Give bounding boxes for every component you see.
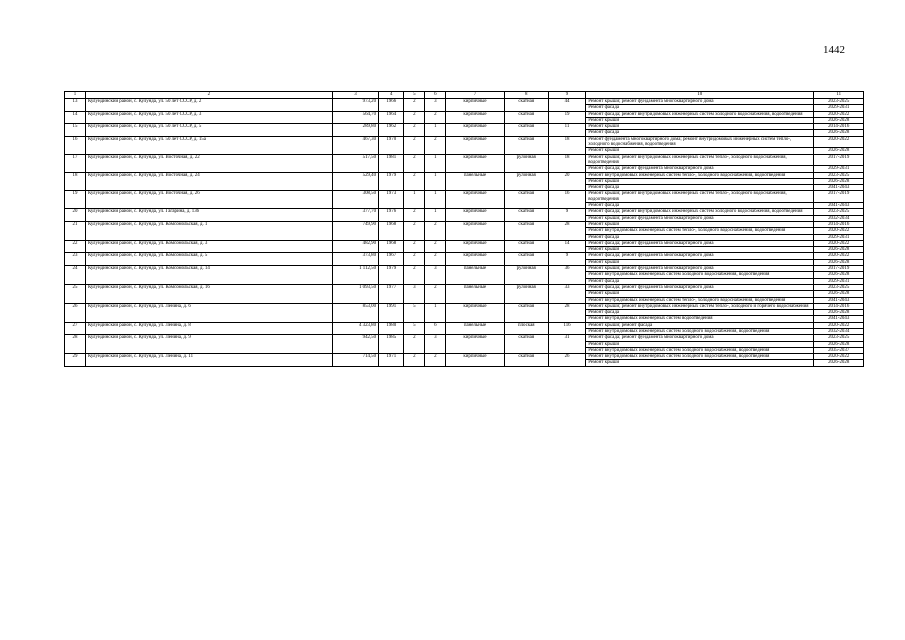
total-area: 377,70 xyxy=(332,209,378,222)
row-number: 29 xyxy=(65,354,86,367)
apartment-count: 20 xyxy=(548,172,585,191)
row-number: 25 xyxy=(65,284,86,303)
table-body xyxy=(65,99,864,367)
repair-work: Ремонт внутридомовых инженерных систем тепло-, холодного водоснабжения, водоотведения xyxy=(586,172,814,178)
repair-work: Ремонт внутридомовых инженерных систем холодного водоснабжения, водоотведения xyxy=(586,272,814,278)
page-number: 1442 xyxy=(823,44,845,56)
floor-count: 2 xyxy=(404,124,425,137)
wall-material: кирпичные xyxy=(446,191,504,209)
build-year: 1979 xyxy=(379,172,404,191)
repair-work: Ремонт внутридомовых инженерных систем тепло-, холодного водоснабжения, водоотведения xyxy=(586,297,814,303)
wall-material: кирпичные xyxy=(446,303,504,322)
roof-type: скатная xyxy=(504,111,548,124)
repair-work: Ремонт фасада; ремонт фундамента многоквартирного дома xyxy=(586,284,814,290)
floor-count: 2 xyxy=(404,136,425,154)
row-number: 13 xyxy=(65,99,86,112)
build-year: 1980 xyxy=(379,322,404,335)
row-number: 21 xyxy=(65,221,86,240)
build-year: 1991 xyxy=(379,303,404,322)
column-number-2: 2 xyxy=(85,92,332,99)
floor-count: 2 xyxy=(404,172,425,191)
total-area: 714,50 xyxy=(332,354,378,367)
total-area: 517,50 xyxy=(332,154,378,172)
wall-material: кирпичные xyxy=(446,240,504,253)
address: Кулундинский район, с. Кулунда, ул. Комсомольская, д. 3 xyxy=(85,240,332,253)
total-area: 564,70 xyxy=(332,111,378,124)
repair-work: Ремонт крыши xyxy=(586,291,814,297)
total-area: 289,80 xyxy=(332,124,378,137)
repair-work: Ремонт крыши; ремонт внутридомовых инженерных систем тепло-, холодного водоснабжения, водоотведения xyxy=(586,154,814,166)
repair-work: Ремонт крыши; ремонт фасада xyxy=(586,322,814,328)
repair-period: 2020-2022 xyxy=(814,228,864,234)
roof-type: скатная xyxy=(504,99,548,112)
row-number: 23 xyxy=(65,253,86,266)
floor-count: 2 xyxy=(404,240,425,253)
repair-work: Ремонт фасада xyxy=(586,234,814,240)
repair-period: 2026-2028 xyxy=(814,272,864,278)
address: Кулундинский район, с. Кулунда, ул. Ленина, д. 8 xyxy=(85,322,332,335)
entrance-count: 2 xyxy=(425,284,446,303)
build-year: 1981 xyxy=(379,154,404,172)
total-area: 749,90 xyxy=(332,221,378,240)
address: Кулундинский район, с. Кулунда, ул. Восточная, д. 24 xyxy=(85,172,332,191)
repair-period: 2023-2025 xyxy=(814,99,864,105)
repair-period: 2017-2019 xyxy=(814,154,864,166)
repair-work: Ремонт фасада xyxy=(586,105,814,111)
wall-material: кирпичные xyxy=(446,99,504,112)
apartment-count: 116 xyxy=(548,322,585,335)
entrance-count: 2 xyxy=(425,221,446,240)
entrance-count: 1 xyxy=(425,303,446,322)
repair-work: Ремонт фасада xyxy=(586,278,814,284)
total-area: 373,80 xyxy=(332,253,378,266)
apartment-count: 19 xyxy=(548,111,585,124)
repair-work: Ремонт фасада; ремонт фундамента многоквартирного дома xyxy=(586,166,814,172)
repair-period: 2023-2025 xyxy=(814,335,864,341)
entrance-count: 3 xyxy=(425,266,446,285)
column-number-5: 5 xyxy=(404,92,425,99)
repair-work: Ремонт внутридомовых инженерных систем холодного водоснабжения, водоотведения xyxy=(586,347,814,353)
build-year: 1964 xyxy=(379,111,404,124)
repair-period: 2023-2025 xyxy=(814,209,864,215)
row-number: 28 xyxy=(65,335,86,354)
entrance-count: 2 xyxy=(425,136,446,154)
floor-count: 2 xyxy=(404,209,425,222)
roof-type: скатная xyxy=(504,191,548,209)
address: Кулундинский район, с. Кулунда, ул. Комсомольская, д. 1 xyxy=(85,221,332,240)
apartment-count: 28 xyxy=(548,303,585,322)
repair-work: Ремонт фасада xyxy=(586,310,814,316)
repair-work: Ремонт фасада; ремонт фундамента многоквартирного дома xyxy=(586,335,814,341)
apartment-count: 18 xyxy=(548,154,585,172)
entrance-count: 1 xyxy=(425,154,446,172)
repair-work: Ремонт крыши; ремонт внутридомовых инженерных систем тепло-, холодного водоснабжения, водоотведения xyxy=(586,191,814,203)
roof-type: рулонная xyxy=(504,154,548,172)
row-number: 14 xyxy=(65,111,86,124)
address: Кулундинский район, с. Кулунда, ул. Гагарина, д. 136 xyxy=(85,209,332,222)
entrance-count: 1 xyxy=(425,209,446,222)
entrance-count: 2 xyxy=(425,253,446,266)
total-area: 1 093,50 xyxy=(332,284,378,303)
build-year: 1976 xyxy=(379,209,404,222)
repair-period: 2020-2022 xyxy=(814,322,864,328)
address: Кулундинский район, с. Кулунда, ул. 50 лет СССР, д. 3 xyxy=(85,111,332,124)
repair-work: Ремонт крыши; ремонт фундамента многоквартирного дома xyxy=(586,215,814,221)
repair-period: 2020-2022 xyxy=(814,253,864,259)
total-area: 853,00 xyxy=(332,303,378,322)
repair-period: 2020-2022 xyxy=(814,240,864,246)
repair-period: 2020-2022 xyxy=(814,111,864,117)
repair-work: Ремонт крыши xyxy=(586,221,814,227)
repair-work: Ремонт фундамента многоквартирного дома; ремонт внутридомовых инженерных систем тепло-, холодного водоснабжения, водоотведения xyxy=(586,136,814,148)
build-year: 1968 xyxy=(379,221,404,240)
repair-period: 2041-2043 xyxy=(814,185,864,191)
repair-work: Ремонт внутридомовых инженерных систем тепло-, холодного водоснабжения, водоотведения xyxy=(586,228,814,234)
repair-work: Ремонт крыши xyxy=(586,247,814,253)
total-area: 973,20 xyxy=(332,99,378,112)
roof-type: скатная xyxy=(504,136,548,154)
table-row xyxy=(65,303,864,309)
row-number: 16 xyxy=(65,136,86,154)
column-number-10: 10 xyxy=(586,92,814,99)
column-number-4: 4 xyxy=(379,92,404,99)
roof-type: скатная xyxy=(504,253,548,266)
repair-period: 2041-2043 xyxy=(814,316,864,322)
total-area: 4 323,80 xyxy=(332,322,378,335)
repair-period: 2035-2037 xyxy=(814,347,864,353)
table-row xyxy=(65,154,864,166)
apartment-count: 36 xyxy=(548,266,585,285)
wall-material: кирпичные xyxy=(446,335,504,354)
repair-period: 2029-2031 xyxy=(814,234,864,240)
address: Кулундинский район, с. Кулунда, ул. Восточная, д. 26 xyxy=(85,191,332,209)
row-number: 19 xyxy=(65,191,86,209)
apartment-count: 18 xyxy=(548,136,585,154)
roof-type: скатная xyxy=(504,354,548,367)
row-number: 22 xyxy=(65,240,86,253)
row-number: 15 xyxy=(65,124,86,137)
repair-work: Ремонт крыши xyxy=(586,341,814,347)
table-row xyxy=(65,172,864,178)
address: Кулундинский район, с. Кулунда, ул. Комсомольская, д. 5 xyxy=(85,253,332,266)
table-row xyxy=(65,209,864,215)
entrance-count: 1 xyxy=(425,124,446,137)
repair-work: Ремонт крыши xyxy=(586,178,814,184)
table-row xyxy=(65,191,864,203)
repair-period: 2023-2025 xyxy=(814,284,864,290)
entrance-count: 2 xyxy=(425,240,446,253)
floor-count: 5 xyxy=(404,322,425,335)
wall-material: панельные xyxy=(446,322,504,335)
repair-period: 2026-2028 xyxy=(814,117,864,123)
repair-work: Ремонт внутридомовых инженерных систем водоотведения xyxy=(586,316,814,322)
floor-count: 2 xyxy=(404,221,425,240)
build-year: 1971 xyxy=(379,354,404,367)
apartment-count: 31 xyxy=(548,335,585,354)
total-area: 308,50 xyxy=(332,191,378,209)
apartment-count: 28 xyxy=(548,221,585,240)
repair-work: Ремонт фасада; ремонт фундамента многоквартирного дома xyxy=(586,253,814,259)
repair-period: 2026-2028 xyxy=(814,360,864,366)
repair-period: 2026-2028 xyxy=(814,310,864,316)
repair-work: Ремонт фасада; ремонт внутридомовых инженерных систем холодного водоснабжения, водоотведения xyxy=(586,111,814,117)
row-number: 27 xyxy=(65,322,86,335)
repair-work: Ремонт крыши; ремонт фундамента многоквартирного дома xyxy=(586,99,814,105)
floor-count: 2 xyxy=(404,154,425,172)
build-year: 1970 xyxy=(379,136,404,154)
address: Кулундинский район, с. Кулунда, ул. Восточная, д. 22 xyxy=(85,154,332,172)
floor-count: 5 xyxy=(404,303,425,322)
roof-type: скатная xyxy=(504,124,548,137)
roof-type: рулонная xyxy=(504,266,548,285)
total-area: 529,40 xyxy=(332,172,378,191)
repair-work: Ремонт крыши xyxy=(586,117,814,123)
repair-work: Ремонт крыши xyxy=(586,360,814,366)
repair-period: 2029-2031 xyxy=(814,105,864,111)
roof-type: рулонная xyxy=(504,172,548,191)
floor-count: 2 xyxy=(404,354,425,367)
column-number-3: 3 xyxy=(332,92,378,99)
table-row xyxy=(65,354,864,360)
roof-type: плоская xyxy=(504,322,548,335)
repair-period: 2041-2043 xyxy=(814,203,864,209)
build-year: 1985 xyxy=(379,335,404,354)
repair-period: 2014-2016 xyxy=(814,124,864,130)
row-number: 18 xyxy=(65,172,86,191)
total-area: 1 112,50 xyxy=(332,266,378,285)
entrance-count: 3 xyxy=(425,335,446,354)
repair-work: Ремонт внутридомовых инженерных систем холодного водоснабжения, водоотведения xyxy=(586,328,814,334)
floor-count: 2 xyxy=(404,335,425,354)
repair-period: 2026-2028 xyxy=(814,178,864,184)
entrance-count: 1 xyxy=(425,172,446,191)
row-number: 20 xyxy=(65,209,86,222)
repair-period: 2029-2031 xyxy=(814,278,864,284)
table-row xyxy=(65,111,864,117)
build-year: 1968 xyxy=(379,240,404,253)
address: Кулундинский район, с. Кулунда, ул. 50 лет СССР, д. 15а xyxy=(85,136,332,154)
repair-period: 2032-2034 xyxy=(814,215,864,221)
total-area: 482,90 xyxy=(332,240,378,253)
wall-material: кирпичные xyxy=(446,253,504,266)
apartment-count: 33 xyxy=(548,284,585,303)
wall-material: кирпичные xyxy=(446,209,504,222)
address: Кулундинский район, с. Кулунда, ул. 50 лет СССР, д. 2 xyxy=(85,99,332,112)
apartment-count: 44 xyxy=(548,99,585,112)
wall-material: кирпичные xyxy=(446,111,504,124)
repair-period: 2023-2025 xyxy=(814,172,864,178)
build-year: 1967 xyxy=(379,253,404,266)
column-number-11: 11 xyxy=(814,92,864,99)
total-area: 942,50 xyxy=(332,335,378,354)
entrance-count: 1 xyxy=(425,191,446,209)
floor-count: 2 xyxy=(404,111,425,124)
entrance-count: 2 xyxy=(425,354,446,367)
row-number: 17 xyxy=(65,154,86,172)
roof-type: скатная xyxy=(504,221,548,240)
wall-material: кирпичные xyxy=(446,136,504,154)
repair-period: 2026-2028 xyxy=(814,259,864,265)
repair-work: Ремонт крыши; ремонт внутридомовых инженерных систем тепло-, холодного и горячего водоснабжения xyxy=(586,303,814,309)
repair-period: 2032-2034 xyxy=(814,328,864,334)
build-year: 1973 xyxy=(379,191,404,209)
capital-repair-table xyxy=(64,91,864,367)
build-year: 1962 xyxy=(379,124,404,137)
build-year: 1977 xyxy=(379,284,404,303)
build-year: 1979 xyxy=(379,266,404,285)
row-number: 26 xyxy=(65,303,86,322)
column-number-1: 1 xyxy=(65,92,86,99)
repair-work: Ремонт фасада xyxy=(586,185,814,191)
repair-work: Ремонт крыши xyxy=(586,124,814,130)
address: Кулундинский район, с. Кулунда, ул. 50 лет СССР, д. 5 xyxy=(85,124,332,137)
roof-type: скатная xyxy=(504,240,548,253)
repair-period: 2026-2028 xyxy=(814,148,864,154)
repair-work: Ремонт внутридомовых инженерных систем холодного водоснабжения, водоотведения xyxy=(586,354,814,360)
address: Кулундинский район, с. Кулунда, ул. Ленина, д. 6 xyxy=(85,303,332,322)
roof-type: рулонная xyxy=(504,284,548,303)
repair-period: 2026-2028 xyxy=(814,341,864,347)
repair-period: 2020-2022 xyxy=(814,136,864,148)
wall-material: кирпичные xyxy=(446,221,504,240)
apartment-count: 9 xyxy=(548,253,585,266)
repair-work: Ремонт фасада; ремонт внутридомовых инженерных систем холодного водоснабжения, водоотведения xyxy=(586,209,814,215)
entrance-count: 2 xyxy=(425,111,446,124)
wall-material: панельные xyxy=(446,172,504,191)
apartment-count: 16 xyxy=(548,191,585,209)
address: Кулундинский район, с. Кулунда, ул. Комсомольская, д. 14 xyxy=(85,266,332,285)
floor-count: 2 xyxy=(404,253,425,266)
repair-period: 2029-2031 xyxy=(814,166,864,172)
wall-material: панельные xyxy=(446,266,504,285)
wall-material: кирпичные xyxy=(446,124,504,137)
entrance-count: 6 xyxy=(425,322,446,335)
wall-material: панельные xyxy=(446,284,504,303)
wall-material: кирпичные xyxy=(446,354,504,367)
address: Кулундинский район, с. Кулунда, ул. Комсомольская, д. 16 xyxy=(85,284,332,303)
floor-count: 3 xyxy=(404,284,425,303)
repair-period: 2026-2028 xyxy=(814,247,864,253)
repair-period: 2041-2043 xyxy=(814,297,864,303)
repair-period: 2026-2028 xyxy=(814,291,864,297)
repair-period: 2017-2019 xyxy=(814,191,864,203)
floor-count: 2 xyxy=(404,99,425,112)
address: Кулундинский район, с. Кулунда, ул. Ленина, д. 11 xyxy=(85,354,332,367)
repair-work: Ремонт фасада; ремонт фундамента многоквартирного дома xyxy=(586,240,814,246)
build-year: 1966 xyxy=(379,99,404,112)
apartment-count: 11 xyxy=(548,124,585,137)
repair-period: 2020-2022 xyxy=(814,354,864,360)
column-number-7: 7 xyxy=(446,92,504,99)
table-row xyxy=(65,136,864,148)
repair-work: Ремонт крыши xyxy=(586,148,814,154)
row-number: 24 xyxy=(65,266,86,285)
floor-count: 1 xyxy=(404,191,425,209)
roof-type: скатная xyxy=(504,209,548,222)
total-area: 467,30 xyxy=(332,136,378,154)
roof-type: скатная xyxy=(504,335,548,354)
wall-material: кирпичные xyxy=(446,154,504,172)
floor-count: 2 xyxy=(404,266,425,285)
entrance-count: 3 xyxy=(425,99,446,112)
address: Кулундинский район, с. Кулунда, ул. Ленина, д. 9 xyxy=(85,335,332,354)
repair-work: Ремонт крыши xyxy=(586,259,814,265)
apartment-count: 9 xyxy=(548,209,585,222)
apartment-count: 26 xyxy=(548,354,585,367)
apartment-count: 14 xyxy=(548,240,585,253)
column-number-row xyxy=(65,92,864,99)
roof-type: скатная xyxy=(504,303,548,322)
repair-period: 2017-2019 xyxy=(814,266,864,272)
repair-work: Ремонт фасада xyxy=(586,130,814,136)
column-number-8: 8 xyxy=(504,92,548,99)
repair-period: 2014-2016 xyxy=(814,221,864,227)
repair-period: 2026-2028 xyxy=(814,130,864,136)
repair-work: Ремонт крыши; ремонт фундамента многоквартирного дома xyxy=(586,266,814,272)
repair-work: Ремонт фасада xyxy=(586,203,814,209)
column-number-9: 9 xyxy=(548,92,585,99)
column-number-6: 6 xyxy=(425,92,446,99)
repair-period: 2014-2016 xyxy=(814,303,864,309)
